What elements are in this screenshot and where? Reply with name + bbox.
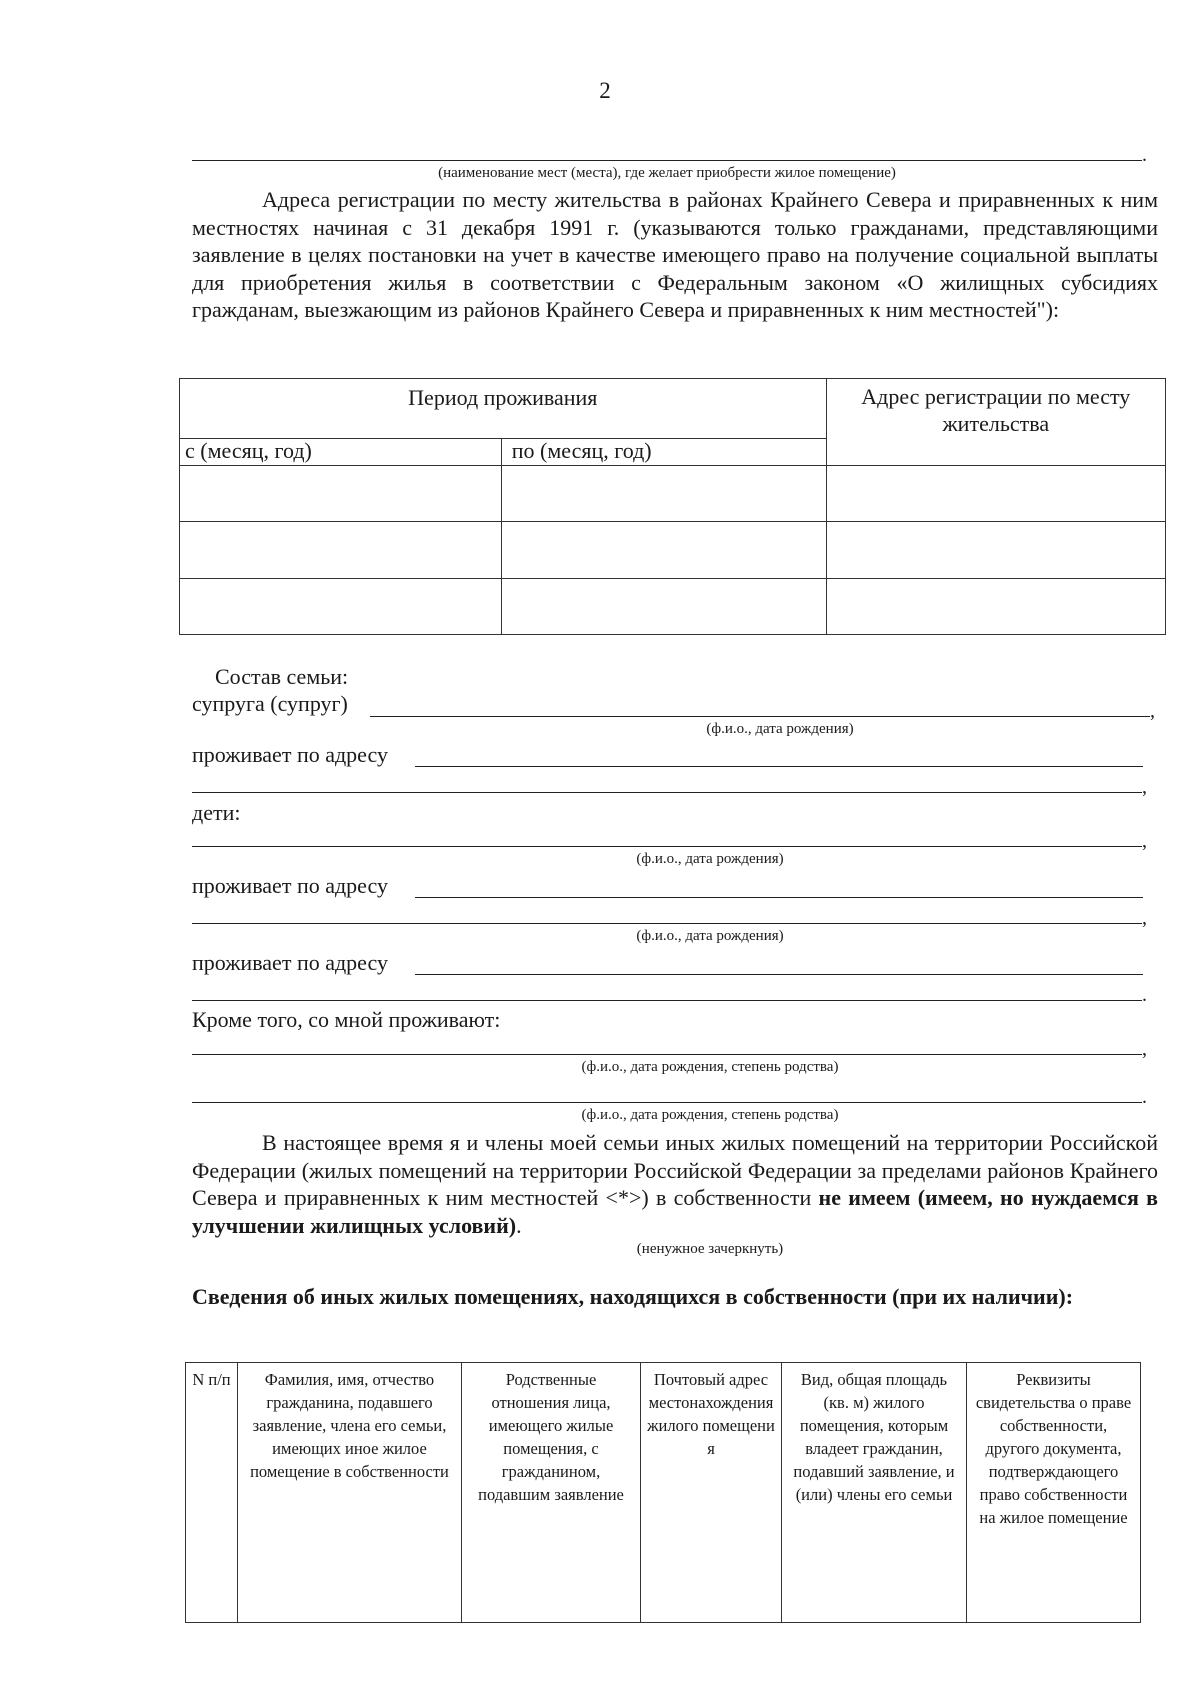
page-number: 2 xyxy=(599,78,611,103)
child-2-caption: (ф.и.о., дата рождения) xyxy=(636,928,784,944)
header-relation: Родственные отношения лица, имеющего жилые помещения, с гражданином, подавшим заявление xyxy=(462,1363,641,1623)
address-cell[interactable] xyxy=(826,466,1165,522)
other-dwellings-heading: Сведения об иных жилых помещениях, находящихся в собственности (при их наличии): xyxy=(192,1284,1074,1309)
cohabitant-1-caption: (ф.и.о., дата рождения, степень родства) xyxy=(581,1059,839,1075)
address-cell[interactable] xyxy=(826,579,1165,635)
header-type-area: Вид, общая площадь (кв. м) жилого помещения, которым владеет гражданин, подавший заявление, и (или) члены его семьи xyxy=(782,1363,967,1623)
place-of-purchase-field[interactable] xyxy=(192,160,1142,161)
period-header: Период проживания xyxy=(180,379,827,439)
to-cell[interactable] xyxy=(501,579,826,635)
table-row xyxy=(180,466,1166,522)
residence-table xyxy=(179,378,1166,635)
ownership-options: не имеем (имеем, но нуждаемся в улучшении жилищных условий) xyxy=(192,1185,1159,1238)
family-heading: Состав семьи: xyxy=(215,664,349,689)
from-cell[interactable] xyxy=(180,579,502,635)
header-number: N п/п xyxy=(186,1363,238,1623)
cohabitant-2-caption: (ф.и.о., дата рождения, степень родства) xyxy=(581,1107,839,1123)
spouse-address-field[interactable] xyxy=(415,766,1143,767)
spouse-label: супруга (супруг) xyxy=(192,691,348,716)
to-cell[interactable] xyxy=(501,466,826,522)
from-header: с (месяц, год) xyxy=(180,439,502,466)
children-label: дети: xyxy=(192,800,241,825)
cohabitant-1-field[interactable] xyxy=(192,1054,1142,1055)
header-certificate: Реквизиты свидетельства о праве собственности, другого документа, подтверждающего право собственности на жилое помещение xyxy=(967,1363,1141,1623)
spouse-address-label: проживает по адресу xyxy=(192,742,388,767)
cohabitant-2-field[interactable] xyxy=(192,1102,1142,1103)
to-header: по (месяц, год) xyxy=(501,439,826,466)
spouse-address-field-2[interactable] xyxy=(192,792,1142,793)
to-cell[interactable] xyxy=(501,522,826,579)
ownership-caption: (ненужное зачеркнуть) xyxy=(636,1241,784,1257)
child-2-address-field-2[interactable] xyxy=(192,1000,1142,1001)
table-row xyxy=(180,579,1166,635)
child-2-field[interactable] xyxy=(192,923,1142,924)
registration-paragraph: Адреса регистрации по месту жительства в районах Крайнего Севера и приравненных к ним местностях начиная с 31 декабря 1991 г. (указываются только гражданами, представляющими заявление в целях постановки на учет в качестве имеющего право на получение социальной выплаты для приобретения жилья в соответствии с Федеральным законом «О жилищных субсидиях гражданам, выезжающим из районов Крайнего Севера и приравненных к ним местностей"): xyxy=(192,187,1158,322)
header-address: Почтовый адрес местонахождения жилого помещения xyxy=(641,1363,782,1623)
address-header: Адрес регистрации по месту жительства xyxy=(826,379,1165,466)
spouse-caption: (ф.и.о., дата рождения) xyxy=(706,721,854,737)
header-name: Фамилия, имя, отчество гражданина, подавшего заявление, члена его семьи, имеющих иное жилое помещение в собственности xyxy=(238,1363,462,1623)
spouse-field[interactable] xyxy=(370,716,1150,717)
ownership-paragraph: В настоящее время я и члены моей семьи иных жилых помещений на территории Российской Федерации (жилых помещений на территории Российской Федерации за пределами районов Крайнего Севера и приравненных к ним местностей <*>) в собственности не имеем (имеем, но нуждаемся в улучшении жилищных условий). xyxy=(192,1130,1159,1238)
dwellings-table xyxy=(185,1362,1141,1623)
table-row xyxy=(180,522,1166,579)
child-1-address-field[interactable] xyxy=(415,897,1143,898)
besides-label: Кроме того, со мной проживают: xyxy=(192,1007,501,1032)
child-2-address-label: проживает по адресу xyxy=(192,950,388,975)
child-1-field[interactable] xyxy=(192,846,1142,847)
from-cell[interactable] xyxy=(180,466,502,522)
address-cell[interactable] xyxy=(826,522,1165,579)
child-1-address-label: проживает по адресу xyxy=(192,873,388,898)
from-cell[interactable] xyxy=(180,522,502,579)
child-1-caption: (ф.и.о., дата рождения) xyxy=(636,851,784,867)
child-2-address-field[interactable] xyxy=(415,974,1143,975)
top-caption: (наименование мест (места), где желает приобрести жилое помещение) xyxy=(438,165,896,181)
